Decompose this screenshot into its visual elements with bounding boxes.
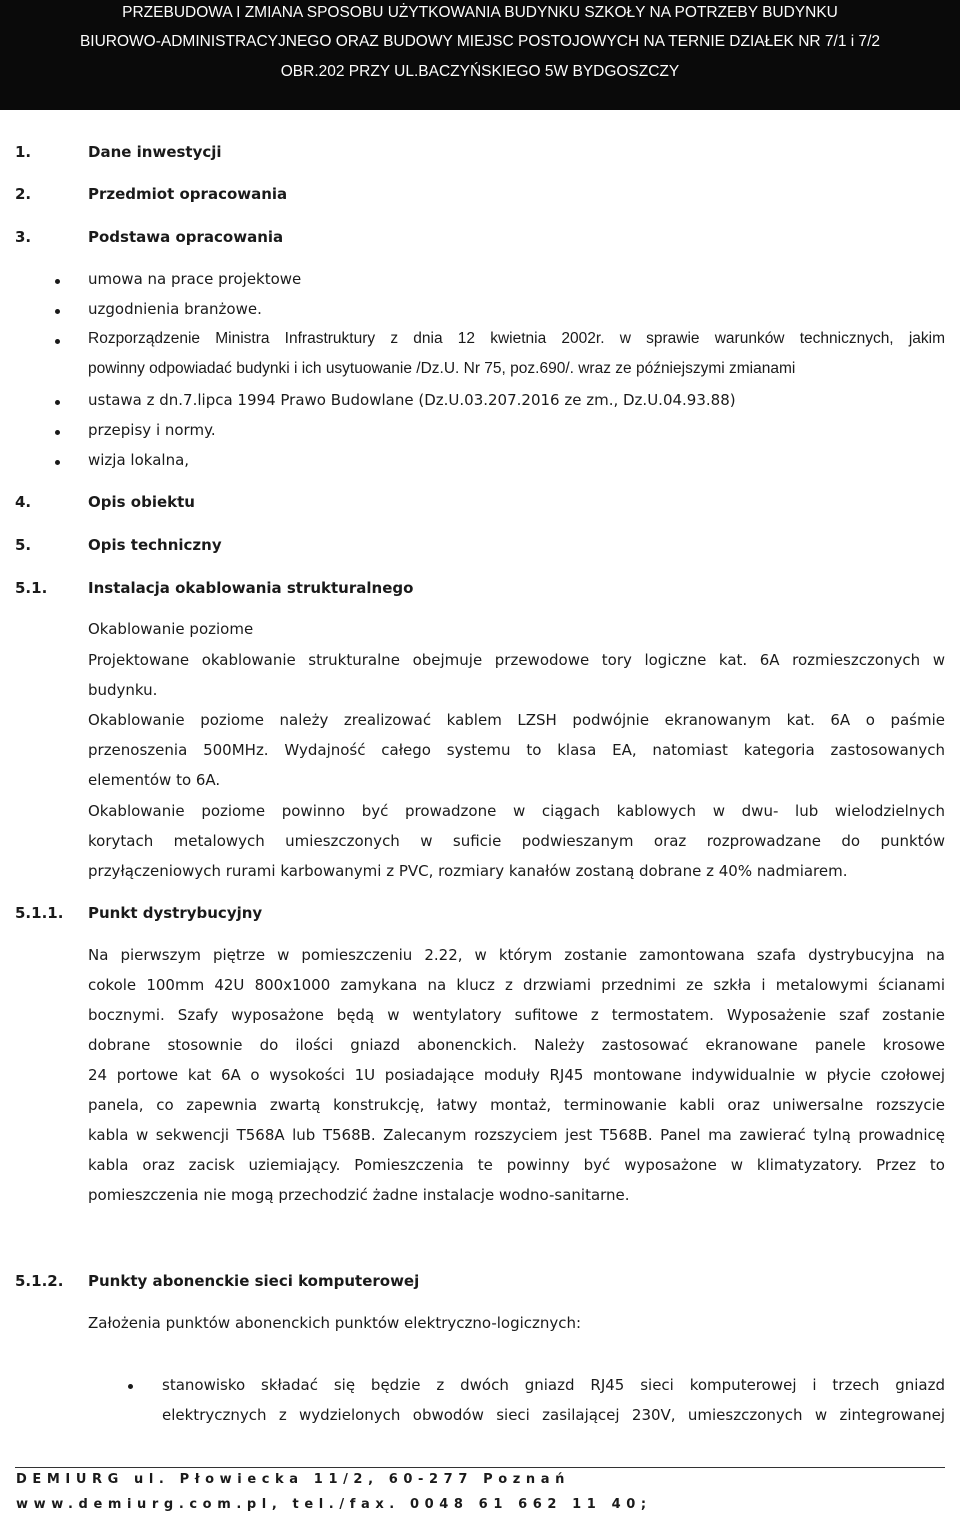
basis-item-continuation: powinny odpowiadać budynki i ich usytuowanie /Dz.U. Nr 75, poz.690/. wraz ze późniejszymi zmianami [88,360,796,377]
heading-title: Przedmiot opracowania [88,185,288,203]
paragraph-okablowanie-2 [88,705,945,795]
heading-title: Dane inwestycji [88,143,222,161]
heading-opis-techniczny [15,536,415,556]
paragraph-line: elektrycznych z wydzielonych obwodów sieci zasilającej 230V, umieszczonych w zintegrowanej [162,1406,945,1424]
paragraph-line: bocznymi. Szafy wyposażone będą w wentylatory sufitowe z termostatem. Wyposażenie szaf zostanie [88,1006,945,1024]
bullet-dot [128,1384,133,1389]
heading-title: Opis obiektu [88,493,195,511]
paragraph-line: kabla w sekwencji T568A lub T568B. Zalecanym rozszyciem jest T568B. Panel ma zawierać tylną prowadnicę [88,1126,945,1144]
paragraph-line: elementów to 6A. [88,771,221,789]
document-header [0,0,960,110]
paragraph-line: panela, co zapewnia zwartą konstrukcję, łatwy montaż, terminowanie kabli oraz uniwersalne rozszycie [88,1096,945,1114]
footer-address: DEMIURG ul. Płowiecka 11/2, 60-277 Poznań [16,1472,571,1487]
heading-dane-inwestycji [15,143,415,163]
paragraph-line: Okablowanie poziome powinno być prowadzone w ciągach kablowych w dwu- lub wielodzielnych [88,802,945,820]
intro-zalozenia: Założenia punktów abonenckich punktów elektryczno-logicznych: [88,1314,582,1332]
basis-item: umowa na prace projektowe [88,270,302,288]
heading-title: Opis techniczny [88,536,222,554]
bullet-dot [55,430,60,435]
bullet-dot [55,460,60,465]
heading-number: 1. [15,143,32,161]
footer-contact: www.demiurg.com.pl, tel./fax. 0048 61 662 11 40; [16,1497,652,1512]
bullet-dot [55,279,60,284]
header-line-3: OBR.202 PRZY UL.BACZYŃSKIEGO 5W BYDGOSZCZY [280,63,680,80]
paragraph-line: 24 portowe kat 6A o wysokości 1U posiadające moduły RJ45 montowane indywidualnie w płycie czołowej [88,1066,945,1084]
paragraph-line: stanowisko składać się będzie z dwóch gniazd RJ45 sieci komputerowej i trzech gniazd [162,1376,945,1394]
paragraph-line: kabla oraz zacisk uziemiający. Pomieszczenia te powinny być wyposażone w klimatyzatory. Przez to [88,1156,945,1174]
paragraph-line: dobrane stosownie do ilości gniazd abonenckich. Należy zastosować ekranowane panele krosowe [88,1036,945,1054]
basis-item: Rozporządzenie Ministra Infrastruktury z dnia 12 kwietnia 2002r. w sprawie warunków technicznych, jakim [88,330,945,347]
paragraph-line: cokole 100mm 42U 800x1000 zamykana na klucz z drzwiami przednimi ze szkła i metalowymi ścianami [88,976,945,994]
heading-number: 5.1.2. [15,1272,64,1290]
paragraph-line: korytach metalowych umieszczonych w suficie podwieszanym oraz rozprowadzane do punktów [88,832,945,850]
heading-number: 5. [15,536,32,554]
heading-punkt-dystrybucyjny [15,904,515,924]
heading-title: Punkt dystrybucyjny [88,904,263,922]
basis-item: wizja lokalna, [88,451,190,469]
paragraph-line: pomieszczenia nie mogą przechodzić żadne instalacje wodno-sanitarne. [88,1186,630,1204]
paragraph-line: przyłączeniowych rurami karbowanymi z PVC, rozmiary kanałów zostaną dobrane z 40% nadmiarem. [88,862,848,880]
subtitle-okablowanie-poziome: Okablowanie poziome [88,620,254,638]
footer-rule [15,1467,945,1468]
heading-title: Podstawa opracowania [88,228,284,246]
heading-przedmiot-opracowania [15,185,415,205]
paragraph-punkt-dystrybucyjny [88,940,945,1210]
paragraph-okablowanie-3 [88,796,945,886]
bullet-dot [55,309,60,314]
heading-instalacja-okablowania [15,579,515,599]
bullet-dot [55,400,60,405]
basis-item: ustawa z dn.7.lipca 1994 Prawo Budowlane (Dz.U.03.207.2016 ze zm., Dz.U.04.93.88) [88,391,736,409]
paragraph-line: Na pierwszym piętrze w pomieszczeniu 2.22, w którym zostanie zamontowana szafa dystrybucyjna na [88,946,945,964]
bullet-stanowisko [162,1370,945,1430]
paragraph-line: Okablowanie poziome należy zrealizować kablem LZSH podwójnie ekranowanym kat. 6A o paśmie [88,711,945,729]
heading-number: 5.1. [15,579,48,597]
heading-title: Instalacja okablowania strukturalnego [88,579,414,597]
heading-number: 2. [15,185,32,203]
heading-number: 5.1.1. [15,904,64,922]
paragraph-okablowanie-1 [88,645,945,705]
heading-number: 4. [15,493,32,511]
heading-punkty-abonenckie [15,1272,615,1292]
heading-podstawa-opracowania [15,228,415,248]
heading-title: Punkty abonenckie sieci komputerowej [88,1272,420,1290]
header-line-2: BIUROWO-ADMINISTRACYJNEGO ORAZ BUDOWY MIEJSC POSTOJOWYCH NA TERNIE DZIAŁEK NR 7/1 i 7/2 [79,33,881,50]
basis-item: uzgodnienia branżowe. [88,300,262,318]
heading-number: 3. [15,228,32,246]
bullet-dot [55,339,60,344]
heading-opis-obiektu [15,493,415,513]
paragraph-line: Projektowane okablowanie strukturalne obejmuje przewodowe tory logiczne kat. 6A rozmieszczonych w [88,651,945,669]
header-line-1: PRZEBUDOWA I ZMIANA SPOSOBU UŻYTKOWANIA BUDYNKU SZKOŁY NA POTRZEBY BUDYNKU [122,4,838,21]
paragraph-line: budynku. [88,681,158,699]
basis-item: przepisy i normy. [88,421,216,439]
paragraph-line: przenoszenia 500MHz. Wydajność całego systemu to klasa EA, natomiast kategoria zastosowanych [88,741,945,759]
